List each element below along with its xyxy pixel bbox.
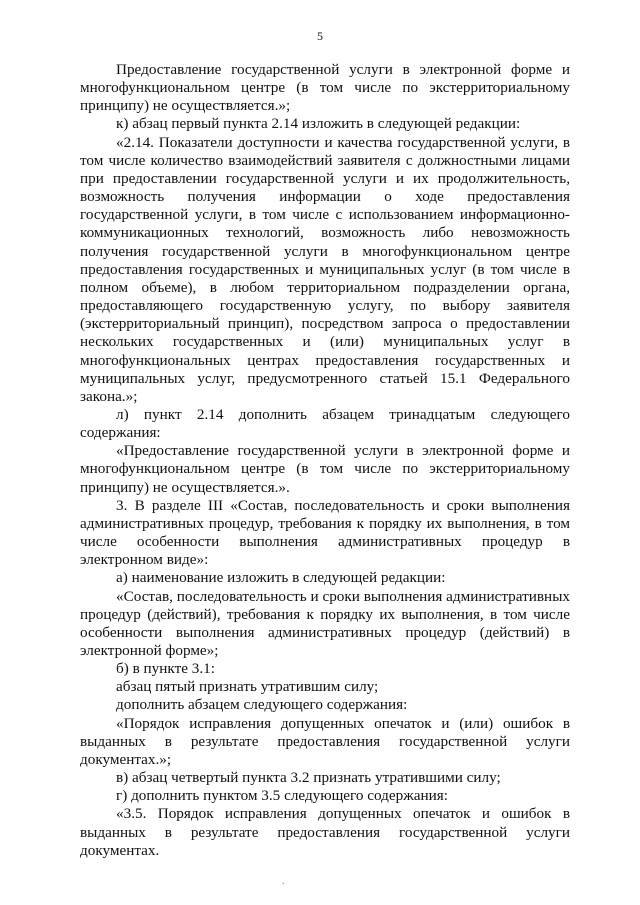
- paragraph: «3.5. Порядок исправления допущенных опечаток и ошибок в выданных в результате предоставления государственной услуги документах.: [80, 805, 570, 859]
- paragraph: дополнить абзацем следующего содержания:: [116, 696, 408, 714]
- paragraph: к) абзац первый пункта 2.14 изложить в следующей редакции:: [116, 115, 521, 133]
- paragraph: «Порядок исправления допущенных опечаток и (или) ошибок в выданных в результате предоставления государственной услуги документах.»;: [80, 714, 570, 768]
- paragraph: 3. В разделе III «Состав, последовательность и сроки выполнения административных процедур, требования к порядку их выполнения, в том числе особенности выполнения административных процедур в электронном виде»:: [80, 496, 570, 569]
- paragraph: в) абзац четвертый пункта 3.2 признать утратившими силу;: [116, 769, 501, 787]
- paragraph: а) наименование изложить в следующей редакции:: [116, 569, 446, 587]
- paragraph: Предоставление государственной услуги в электронной форме и многофункциональном центре (в том числе по экстерриториальному принципу) не осуществляется.»;: [80, 61, 570, 115]
- document-body: [80, 61, 570, 860]
- page-number: 5: [317, 29, 323, 43]
- paragraph: л) пункт 2.14 дополнить абзацем тринадцатым следующего содержания:: [80, 405, 570, 442]
- paragraph: «2.14. Показатели доступности и качества государственной услуги, в том числе количество взаимодействий заявителя с должностными лицами при предоставлении государственной услуги и их продолжительность, возможность получения информации о ходе предоставления государственной услуги, в том числе с использованием информационно-коммуникационных технологий, возможность либо невозможность получения государственной услуги в многофункциональном центре предоставления государственных и муниципальных услуг (в том числе в полном объеме), в любом территориальном подразделении органа, предоставляющего государственную услугу, по выбору заявителя (экстерриториальный принцип), посредством запроса о предоставлении нескольких государственных и (или) муниципальных услуг в многофункциональных центрах предоставления государственных и муниципальных услуг, предусмотренного статьей 15.1 Федерального закона.»;: [80, 133, 570, 405]
- paragraph: г) дополнить пунктом 3.5 следующего содержания:: [116, 787, 448, 805]
- paragraph: «Состав, последовательность и сроки выполнения административных процедур (действий), требования к порядку их выполнения, в том числе особенности выполнения административных процедур (действий) в электронной форме»;: [80, 587, 570, 659]
- paragraph: «Предоставление государственной услуги в электронной форме и многофункциональном центре (в том числе по экстерриториальному принципу) не осуществляется.».: [80, 442, 570, 496]
- paragraph: абзац пятый признать утратившим силу;: [116, 678, 379, 696]
- paragraph: б) в пункте 3.1:: [116, 660, 215, 678]
- footer-mark: .: [282, 876, 285, 887]
